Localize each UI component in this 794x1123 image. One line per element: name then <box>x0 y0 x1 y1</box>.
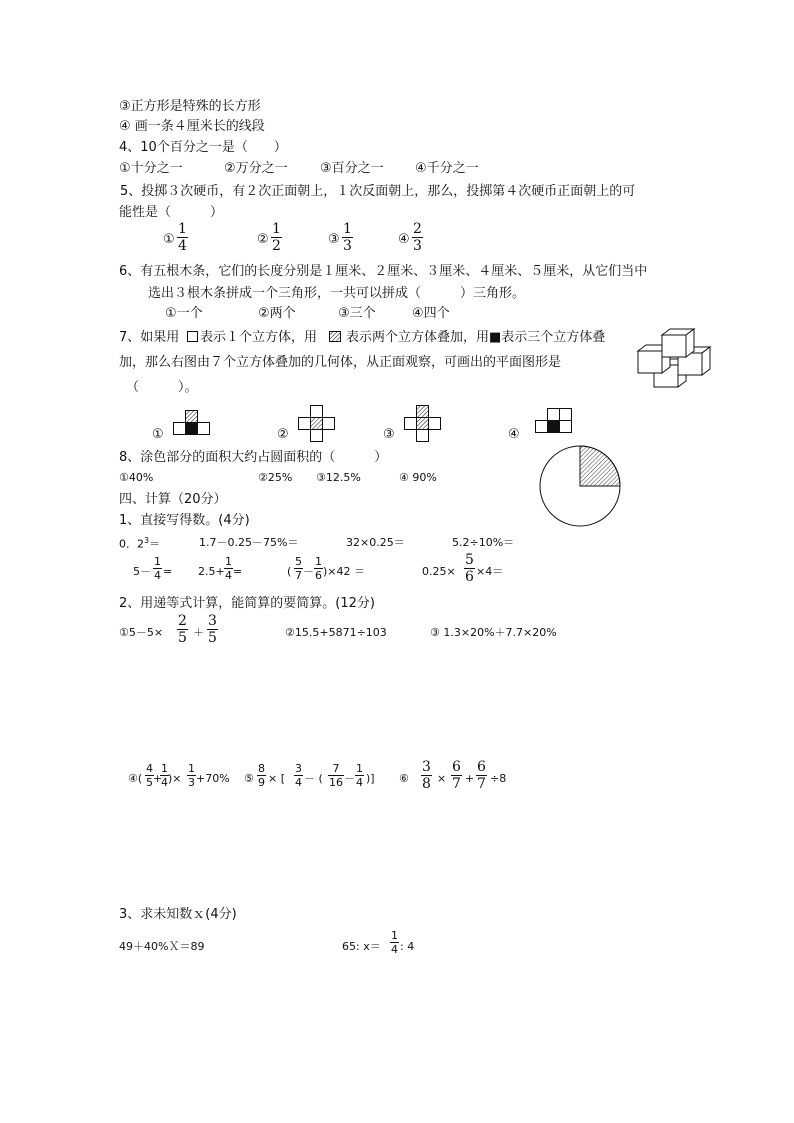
shaded-sector <box>580 446 620 486</box>
q7-option-3-figure <box>404 405 442 443</box>
problem-6-fraction-3: $\frac{6}{7}$ <box>477 759 486 792</box>
q5-option-4-fraction: $\frac{2}{3}$ <box>413 221 422 254</box>
q4-option-4: ④千分之一 <box>415 161 479 176</box>
q5-option-1-fraction: $\frac{1}{4}$ <box>178 221 187 254</box>
calc-5-prefix: 5－ <box>133 565 151 578</box>
calc-8-fraction: $\frac{5}{6}$ <box>465 552 474 585</box>
q8-option-1: ①40% <box>119 471 154 484</box>
problem-1-fraction-2: $\frac{3}{5}$ <box>208 613 217 646</box>
problem-5-fraction-3: $\frac{7}{16}$ <box>329 762 343 789</box>
q5-line-2: 能性是（ ） <box>119 205 224 220</box>
q7-line-3: （ ）。 <box>126 380 198 395</box>
q4-option-2: ②万分之一 <box>224 161 288 176</box>
problem-1-operator: ＋ <box>193 626 204 639</box>
problem-4-times: )× <box>168 772 182 785</box>
q8-option-3: ③12.5% <box>316 471 361 484</box>
problem-5-operator: － <box>344 772 355 785</box>
problem-6-plus: + <box>465 772 475 785</box>
problem-1-prefix: ①5－5× <box>119 626 164 639</box>
equation-1: 49＋40%Ｘ＝89 <box>119 940 205 953</box>
calc-8-prefix: 0.25× <box>422 565 456 578</box>
calc-7-operator: － <box>303 565 314 578</box>
problem-4-fraction-3: $\frac{1}{3}$ <box>188 762 195 789</box>
q6-line-1: 6、有五根木条，它们的长度分别是１厘米、２厘米、３厘米、４厘米、５厘米，从它们当中 <box>119 264 648 279</box>
calc-7-suffix: )×42 ＝ <box>323 565 366 578</box>
q7-option-2-figure <box>298 405 336 443</box>
problem-6-times: × <box>437 772 447 785</box>
problem-5-fraction-4: $\frac{1}{4}$ <box>356 762 363 789</box>
q3-option-3: ③正方形是特殊的长方形 <box>119 99 261 114</box>
calc-1: 0．$2^3=$ <box>119 536 161 551</box>
q6-option-4: ④四个 <box>412 306 450 321</box>
hatched-square-icon <box>329 331 341 342</box>
problem-5-fraction-2: $\frac{3}{4}$ <box>295 762 302 789</box>
part-3-title: 3、求未知数ｘ(4分) <box>119 907 237 922</box>
problem-6-fraction-2: $\frac{6}{7}$ <box>452 759 461 792</box>
equation-2-prefix: 65: x＝ <box>342 940 381 953</box>
cube-stack-diagram <box>636 323 712 391</box>
part-1-title: 1、直接写得数。(4分) <box>119 513 250 528</box>
calc-6-fraction: $\frac{1}{4}$ <box>225 555 232 582</box>
q5-option-2-fraction: $\frac{1}{2}$ <box>272 221 281 254</box>
q3-option-4: ④ 画一条４厘米长的线段 <box>119 119 265 134</box>
calc-7-fraction-2: $\frac{1}{6}$ <box>315 555 322 582</box>
q5-line-1: 5、投掷３次硬币，有２次正面朝上，１次反面朝上，那么，投掷第４次硬币正面朝上的可 <box>120 184 636 199</box>
calc-4: 5.2÷10%＝ <box>452 536 515 549</box>
q4-option-3: ③百分之一 <box>320 161 384 176</box>
problem-5-fraction-1: $\frac{8}{9}$ <box>258 762 265 789</box>
q6-option-3: ③三个 <box>338 306 376 321</box>
q7-line-1c: 表示两个立方体叠加，用■表示三个立方体叠 <box>346 330 606 345</box>
q4-option-1: ①十分之一 <box>119 161 183 176</box>
q5-option-4-label: ④ <box>398 232 410 247</box>
calc-6-prefix: 2.5+ <box>198 565 225 578</box>
section-4-title: 四、计算（20分） <box>119 492 227 507</box>
problem-4-open: ④( <box>128 772 143 785</box>
calc-6-suffix: = <box>233 565 243 578</box>
calc-7-fraction-1: $\frac{5}{7}$ <box>295 555 302 582</box>
q7-option-1-label: ① <box>152 427 164 442</box>
q6-option-2: ②两个 <box>258 306 296 321</box>
calc-2: 1.7－0.25－75%＝ <box>199 536 299 549</box>
equation-2-fraction: $\frac{1}{4}$ <box>391 929 398 956</box>
problem-5-minus-paren: － ( <box>304 772 323 785</box>
calc-3: 32×0.25＝ <box>346 536 405 549</box>
q7-line-1a: 7、如果用 <box>119 330 180 345</box>
q7-line-1b: 表示１个立方体，用 <box>200 330 318 345</box>
q8-circle-diagram <box>538 444 622 528</box>
q5-option-2-label: ② <box>257 232 269 247</box>
q8-option-4: ④ 90% <box>399 471 437 484</box>
problem-6-tail: ÷8 <box>490 772 507 785</box>
empty-square-icon <box>187 331 198 342</box>
q7-option-3-label: ③ <box>383 427 395 442</box>
problem-5-bracket: × [ <box>268 772 286 785</box>
problem-2: ②15.5+5871÷103 <box>285 626 387 639</box>
q7-option-4-label: ④ <box>508 427 520 442</box>
calc-5-suffix: = <box>163 565 173 578</box>
problem-4-operator: + <box>153 772 163 785</box>
q7-option-2-label: ② <box>277 427 289 442</box>
q4-question: 4、10个百分之一是（ ） <box>119 140 287 155</box>
calc-8-suffix: ×4＝ <box>476 565 504 578</box>
problem-4-fraction-2: $\frac{1}{4}$ <box>161 762 168 789</box>
q5-option-3-fraction: $\frac{1}{3}$ <box>343 221 352 254</box>
q5-option-3-label: ③ <box>328 232 340 247</box>
calc-7-open: ( <box>287 565 292 578</box>
equation-2-suffix: : 4 <box>400 940 415 953</box>
problem-4-tail: +70% <box>196 772 230 785</box>
q6-line-2: 选出３根木条拼成一个三角形，一共可以拼成（ ）三角形。 <box>148 286 526 301</box>
q8-option-2: ②25% <box>258 471 293 484</box>
part-2-title: 2、用递等式计算，能简算的要简算。(12分) <box>119 596 375 611</box>
q8-question: 8、涂色部分的面积大约占圆面积的（ ） <box>119 450 388 465</box>
q7-line-2: 加，那么右图由７个立方体叠加的几何体，从正面观察，可画出的平面图形是 <box>119 355 562 370</box>
problem-6-fraction-1: $\frac{3}{8}$ <box>422 759 431 792</box>
calc-5-fraction: $\frac{1}{4}$ <box>154 555 161 582</box>
problem-6-label: ⑥ <box>399 772 409 785</box>
problem-3: ③ 1.3×20%＋7.7×20% <box>430 626 557 639</box>
problem-4-fraction-1: $\frac{4}{5}$ <box>146 762 153 789</box>
problem-1-fraction-1: $\frac{2}{5}$ <box>178 613 187 646</box>
q7-option-1-figure <box>173 410 211 436</box>
q5-option-1-label: ① <box>163 232 175 247</box>
q7-option-4-figure <box>535 408 573 434</box>
q6-option-1: ①一个 <box>165 306 203 321</box>
problem-5-close: )] <box>366 772 375 785</box>
problem-5-label: ⑤ <box>244 772 254 785</box>
